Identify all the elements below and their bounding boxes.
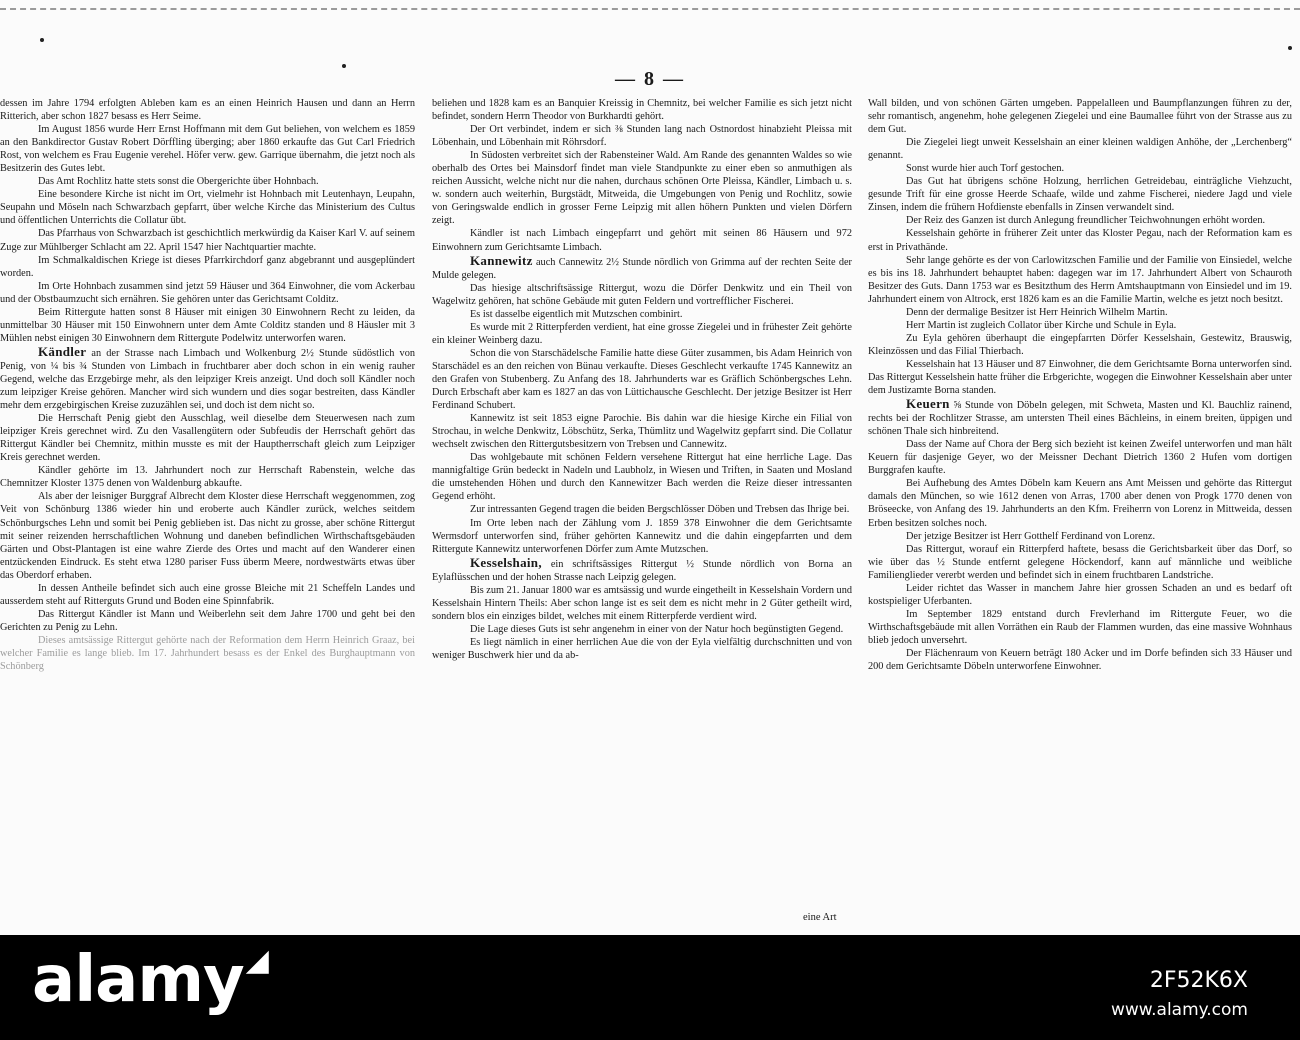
- paragraph-text: ⅝ Stunde von Döbeln gelegen, mit Schweta, Masten und Kl. Bauchliz rainend, rechts bei der Rochlitzer Strasse, am untersten Theil eines Bächleins, in einem breiten, üppigen und schönen Thale sich hinbreitend.: [868, 400, 1292, 438]
- paragraph: [0, 227, 415, 253]
- paragraph-text: Im August 1856 wurde Herr Ernst Hoffmann mit dem Gut beliehen, von welchem es 1859 an den Bankdirector Gustav Robert Dörffling überging; aber 1860 erkaufte das Gut Carl Friedrich Rost, von welchem es Frau Eugenie verehel. Höfer verw. gew. Garrique übernahm, die jetzt noch als Besitzerin des Gutes lebt.: [0, 124, 415, 175]
- paragraph: [0, 634, 415, 673]
- paragraph: [868, 543, 1292, 582]
- paragraph-text: Kändler ist nach Limbach eingepfarrt und gehört mit seinen 86 Häusern und 972 Einwohnern zum Gerichtsamte Limbach.: [432, 228, 852, 253]
- paragraph: [432, 636, 852, 662]
- triangle-icon: ◢: [245, 943, 268, 978]
- entry-heading: Kändler: [38, 343, 87, 359]
- paragraph: [868, 582, 1292, 608]
- paragraph: [0, 345, 415, 412]
- watermark-logo: [32, 943, 268, 1017]
- paragraph-text: Die Lage dieses Guts ist sehr angenehm in einer von der Natur hoch begünstigten Gegend.: [470, 623, 844, 635]
- top-rule: [0, 8, 1300, 10]
- paragraph-text: Das Rittergut Kändler ist Mann und Weiberlehn seit dem Jahre 1700 und geht bei den Gerichten zu Penig zu Lehn.: [0, 608, 415, 633]
- paragraph: [868, 254, 1292, 306]
- paragraph-text: Kesselshain hat 13 Häuser und 87 Einwohner, die dem Gerichtsamte Borna unterworfen sind. Das Rittergut Kesselshein hatte früher die Erbgerichte, wogegen die Einwohner Kesselshain aber unter dem Justizamte Borna standen.: [868, 358, 1292, 397]
- text-column-right: [868, 97, 1292, 927]
- paragraph-text: Im Orte leben nach der Zählung vom J. 1859 378 Einwohner die dem Gerichtsamte Wermsdorf unterworfen sind, früher gehörten Kannewitz und die dahin eingepfarrten und dem Rittergute Kannewitz unterworfenen Dörfer zum Amte Mutzschen.: [432, 517, 852, 555]
- paragraph-text: Sonst wurde hier auch Torf gestochen.: [906, 163, 1065, 175]
- paragraph: [868, 647, 1292, 673]
- text-column-left: [0, 97, 415, 895]
- ink-speck: [342, 64, 346, 68]
- paragraph-text: Sehr lange gehörte es der von Carlowitzschen Familie und der Familie von Einsiedel, welche es bis ins 18. Jahrhundert behauptet haben: dagegen war im 17. Jahrhundert Albert von Schauroth Besitzer des Guts. Dann 1753 war es Besitzthum des Herrn Amtshauptmann von Einsiedel und im 19. Jahrhundert einem von Altrock, erst 1826 kam es an die Familie Martin, welche es jetzt noch besitzt.: [868, 254, 1292, 305]
- paragraph: [868, 214, 1292, 227]
- paragraph-text: Der Reiz des Ganzen ist durch Anlegung freundlicher Teichwohnungen erhöht worden.: [906, 215, 1266, 227]
- paragraph: [432, 556, 852, 584]
- paragraph-text: Das Gut hat übrigens schöne Holzung, herrlichen Getreidebau, einträgliche Viehzucht, gesunde Trift für eine grosse Heerde Schaafe, wilde und zahme Fischerei, niedere Jagd und viele Zinsen, indem die frühern Hofdienste ebenfalls in Zinsen verwandelt sind.: [868, 176, 1292, 214]
- paragraph-text: Als aber der leisniger Burggraf Albrecht dem Kloster diese Herrschaft weggenommen, zog Veit von Schönburg 1386 wieder hin und eroberte auch Kändler zurück, welches seitdem Schönburgsches Lehn und somit bei Penig geblieben ist. Das nicht zu grosse, aber schöne Rittergut mit seiner reizenden herrschaftlichen Wohnung und daneben befindlichen Wirthschaftsgebäuden Gärten und Obst-Plantagen ist eine wahre Zierde des Ortes und macht auf den Wanderer einen entzückenden Eindruck. Es steht etwa 1280 pariser Fuss überm Meere, nordwestwärts etwas über das Oberdorf erhaben.: [0, 491, 415, 581]
- paragraph-text: auch Cannewitz 2½ Stunde nördlich von Grimma auf der rechten Seite der Mulde gelegen.: [432, 256, 852, 281]
- entry-heading: Kesselshain,: [470, 554, 542, 570]
- paragraph-text: Die Ziegelei liegt unweit Kesselshain an einer kleinen waldigen Anhöhe, der „Lerchenberg“ genannt.: [868, 137, 1292, 162]
- paragraph: [868, 227, 1292, 253]
- paragraph: [868, 397, 1292, 438]
- paragraph-text: Kändler gehörte im 13. Jahrhundert noch zur Herrschaft Rabenstein, welche das Chemnitzer Kloster 1375 denen von Waldenburg abkaufte.: [0, 465, 415, 490]
- paragraph-text: Bei Aufhebung des Amtes Döbeln kam Keuern ans Amt Meissen und gehörte das Rittergut damals den München, so wie 1612 denen von Arras, 1700 aber denen von Progk 1770 denen von Bröseecke, von Anfang des 19. Jahrhunderts an den Kfm. Freiherrn von Lorenz in Mittweida, dessen Erben besitzen solches noch.: [868, 478, 1292, 529]
- paragraph-text: Es liegt nämlich in einer herrlichen Aue die von der Eyla vielfältig durchschnitten und von weniger Buschwerk hier und da ab-: [432, 636, 852, 661]
- paragraph: [432, 584, 852, 623]
- paragraph: [0, 464, 415, 490]
- paragraph-text: Leider richtet das Wasser in manchem Jahre hier grossen Schaden an und es bedarf oft kostspieliger Uferbanten.: [868, 582, 1292, 607]
- paragraph: [432, 517, 852, 556]
- paragraph: [0, 254, 415, 280]
- paragraph: [868, 175, 1292, 214]
- paragraph: [432, 503, 852, 516]
- paragraph-text: Zur intressanten Gegend tragen die beiden Bergschlösser Döben und Trebsen das Ihrige bei.: [470, 504, 850, 516]
- paragraph-text: Kesselshain gehörte in früherer Zeit unter das Kloster Pegau, nach der Reformation kam es erst in Privathände.: [868, 228, 1292, 253]
- paragraph: [868, 97, 1292, 136]
- catchword: eine Art: [803, 912, 837, 923]
- paragraph-text: Es wurde mit 2 Ritterpferden verdient, hat eine grosse Ziegelei und in frühester Zeit gehörte ein kleiner Weinberg dazu.: [432, 321, 852, 346]
- paragraph: [0, 412, 415, 464]
- paragraph: [868, 332, 1292, 358]
- ink-speck: [40, 38, 44, 42]
- paragraph-text: Der Ort verbindet, indem er sich ⅜ Stunden lang nach Ostnordost hinabzieht Pleissa mit Löbenhain, und Löbenhain mit Röhrsdorf.: [432, 124, 852, 149]
- paragraph-text: Der Flächenraum von Keuern beträgt 180 Acker und im Dorfe befinden sich 33 Häuser und 200 dem Gerichtsamte Döbeln unterworfene Einwohner.: [868, 647, 1292, 673]
- paragraph: [0, 188, 415, 227]
- paragraph-text: Das Pfarrhaus von Schwarzbach ist geschichtlich merkwürdig da Kaiser Karl V. auf seinem Zuge zur Mühlberger Schlacht am 22. April 1547 hier Nachtquartier machte.: [0, 228, 415, 253]
- paragraph-text: In Südosten verbreitet sich der Rabensteiner Wald. Am Rande des genannten Waldes so wie oberhalb des Ortes bei Mainsdorf findet man viele Standpunkte zu einer eben so anmuthigen als reichen Aussicht, welche nicht nur die nahen, durchaus schönen Orte Pleissa, Kändler, Limbach u. s. w. sondern auch weiterhin, Burgstädt, Mitweida, die Umgebungen von Penig und Rochlitz, sowie von Geringswalde endlich in grosser Ferne Leipzig mit allen höhern Punkten und vielen Dörfern zeigt.: [432, 150, 852, 227]
- paragraph-text: an der Strasse nach Limbach und Wolkenburg 2½ Stunde südöstlich von Penig, von ¼ bis ¾ Stunden von Limbach in fruchtbarer aber doch schon in ein wenig rauher Gegend, welche das Erzgebirge mehr, als den leipziger Kreis anzeigt. Und doch soll Kändler noch zum leipziger Kreise gehören. Mancher wird sich wundern und dies sogar bestreiten, dass Kändler mehr dem erzgebirgischen Kreise zuzuzählen sei, und doch ist dem nicht so.: [0, 347, 415, 412]
- paragraph: [432, 308, 852, 321]
- paragraph-text: Das wohlgebaute mit schönen Feldern versehene Rittergut hat eine herrliche Lage. Das mannigfaltige Grün bedeckt in Nadeln und Laubholz, in Wiesen und Triften, in Saaten und Mosland die umstehenden Höhen und durch den Kannewitzer Bach werden die Reize dieser intressanten Gegend erhöht.: [432, 452, 852, 503]
- paragraph: [0, 175, 415, 188]
- paragraph: [432, 347, 852, 412]
- paragraph-text: Im September 1829 entstand durch Frevlerhand im Rittergute Feuer, wo die Wirthschaftsgebäude mit allen Vorräthen ein Raub der Flammen wurden, das eine massive Wohnhaus blieb jedoch unversehrt.: [868, 608, 1292, 646]
- text-column-middle: [432, 97, 852, 897]
- paragraph: [868, 530, 1292, 543]
- page-number: — 8 —: [615, 68, 685, 90]
- paragraph-text: Das hiesige altschriftsässige Rittergut, wozu die Dörfer Denkwitz und ein Theil von Wagelwitz gehören, hat schöne Gebäude mit guten Feldern und vortrefflicher Fischerei.: [432, 282, 852, 307]
- paragraph-text: Denn der dermalige Besitzer ist Herr Heinrich Wilhelm Martin.: [906, 306, 1168, 318]
- paragraph-text: ein schriftsässiges Rittergut ½ Stunde nördlich von Borna an Eylaflüsschen und der hohen Strasse nach Leipzig gelegen.: [432, 558, 852, 583]
- paragraph-text: Es ist dasselbe eigentlich mit Mutzschen combinirt.: [470, 308, 683, 320]
- paragraph-text: In dessen Antheile befindet sich auch eine grosse Bleiche mit 21 Scheffeln Landes und ausserdem steht auf Ritterguts Grund und Boden eine Spinnfabrik.: [0, 582, 415, 607]
- watermark-url: www.alamy.com: [1110, 1000, 1248, 1020]
- paragraph: [432, 227, 852, 253]
- paragraph-text: Der jetzige Besitzer ist Herr Gotthelf Ferdinand von Lorenz.: [906, 530, 1156, 542]
- paragraph: [868, 162, 1292, 175]
- paragraph-text: beliehen und 1828 kam es an Banquier Kreissig in Chemnitz, bei welcher Familie es sich jetzt nicht befindet, sondern Herrn Theodor von Burkhardti gehört.: [432, 98, 852, 123]
- paragraph-text: Das Rittergut, worauf ein Ritterpferd haftete, besass die Gerichtsbarkeit über das Dorf, so wie über das ½ Stunde entfernt gelegene Höckendorf, kann auf männliche und weibliche Familienglieder vererbt werden und befindet sich in einem fruchtbaren Landstriche.: [868, 543, 1292, 581]
- paragraph: [432, 451, 852, 503]
- paragraph: [0, 306, 415, 345]
- paragraph-text: Schon die von Starschädelsche Familie hatte diese Güter zusammen, bis Adam Heinrich von Starschädel es an den reichen von Bünau verkaufte. Dieses Geschlecht verkaufte 1745 Kannewitz an den Grafen von Stubenberg. Zu Anfang des 18. Jahrhunderts war es Gräflich Schönbergsches Lehn. Durch Erbschaft aber kam es 1827 an das von Lüttichausche Geschlecht. Der jetzige Besitzer ist Herr Ferdinand Schubert.: [432, 347, 852, 412]
- paragraph: [868, 306, 1292, 319]
- paragraph-text: Beim Rittergute hatten sonst 8 Häuser mit einigen 30 Einwohnern Recht zu leiden, da unmittelbar 30 Häuser mit 150 Einwohnern unter dem Amte Colditz standen und 8 Häusler mit 3 Mühlen nebst einigen 30 Einwohnern dem Rittergute Podelwitz unterworfen waren.: [0, 306, 415, 344]
- paragraph: [0, 97, 415, 123]
- paragraph: [432, 97, 852, 123]
- paragraph: [432, 123, 852, 149]
- watermark-image-id: 2F52K6X: [1149, 968, 1248, 993]
- paragraph-text: Im Schmalkaldischen Kriege ist dieses Pfarrkirchdorf ganz abgebrannt und ausgeplündert worden.: [0, 254, 415, 279]
- paragraph-text: Zu Eyla gehören überhaupt die eingepfarrten Dörfer Kesselshain, Gestewitz, Brauswig, Kleinzössen und das Filial Thierbach.: [868, 332, 1292, 357]
- paragraph: [0, 582, 415, 608]
- paragraph-text: dessen im Jahre 1794 erfolgten Ableben kam es an einen Heinrich Hausen und dann an Herrn Ritterich, aber schon 1827 besass es Herr Seime.: [0, 98, 415, 123]
- paragraph-text: Das Amt Rochlitz hatte stets sonst die Obergerichte über Hohnbach.: [38, 176, 319, 188]
- paragraph: [868, 477, 1292, 529]
- paragraph: [0, 123, 415, 175]
- paragraph: [432, 149, 852, 227]
- paragraph-text: Im Orte Hohnbach zusammen sind jetzt 59 Häuser und 364 Einwohner, die vom Ackerbau und der Obstbaumzucht sich ernähren. Sie gehören unter das Gerichtsamt Colditz.: [0, 280, 415, 305]
- entry-heading: Keuern: [906, 396, 950, 412]
- paragraph: [432, 623, 852, 636]
- paragraph-text: Wall bilden, und von schönen Gärten umgeben. Pappelalleen und Baumpflanzungen führen zu der, sehr romantisch, angenehm, hohe gelegenen Ziegelei und eine Baumallee führt von der Strasse aus zu dem Gut.: [868, 98, 1292, 136]
- paragraph-text: Bis zum 21. Januar 1800 war es amtsässig und wurde eingetheilt in Kesselshain Vordern und Kesselshain Hintern Theils: Aber schon lange ist es seit dem es nicht mehr in 2 Güter getheilt wird, sondern blos ein einziges bildet, welches mit einem Ritterpferde verdient wird.: [432, 584, 852, 622]
- ink-speck: [1288, 46, 1292, 50]
- paragraph-text: Eine besondere Kirche ist nicht im Ort, vielmehr ist Hohnbach mit Leutenhayn, Leupahn, Seupahn und Möseln nach Schwarzbach gepfarrt, über welche Kirche das Ministerium des Cultus und öffentlichen Unterrichts die Collatur übt.: [0, 189, 415, 227]
- paragraph: [0, 490, 415, 581]
- paragraph: [432, 321, 852, 347]
- paragraph-text: Herr Martin ist zugleich Collator über Kirche und Schule in Eyla.: [906, 319, 1177, 331]
- paragraph: [432, 412, 852, 451]
- paragraph: [432, 282, 852, 308]
- paragraph: [868, 136, 1292, 162]
- paragraph: [868, 358, 1292, 397]
- paragraph-text: Kannewitz ist seit 1853 eigne Parochie. Bis dahin war die hiesige Kirche ein Filial von Strochau, in welche Denkwitz, Löbschütz, Serka, Thümlitz und Wagelwitz gepfarrt sind. Die Collatur wechselt zwischen den Rittergutsbesitzern von Trebsen und Cannewitz.: [432, 413, 852, 451]
- entry-heading: Kannewitz: [470, 252, 533, 268]
- paragraph: [0, 280, 415, 306]
- paragraph: [868, 608, 1292, 647]
- watermark-logo-text: alamy: [32, 943, 244, 1017]
- paragraph-text: Dass der Name auf Chora der Berg sich bezieht ist keinen Zweifel unterworfen und man hält Keuern für dasjenige Geyer, wo der Meissner Dechant Dietrich 1360 2 Hufen vom dortigen Burggrafen kaufte.: [868, 439, 1292, 477]
- paragraph: [432, 254, 852, 282]
- paragraph-text: Dieses amtsässige Rittergut gehörte nach der Reformation dem Herrn Heinrich Graaz, bei welcher Familie es lange blieb. Im 17. Jahrhundert besass es der Enkel des Burghauptmann von Schönberg: [0, 634, 415, 673]
- paragraph-text: Die Herrschaft Penig giebt den Ausschlag, weil dieselbe dem Steuerwesen nach zum leipziger Kreis gerechnet wird. Zu den Vasallengütern oder Subfeudis der Herrschaft gehört das Rittergut Kändler bei Chemnitz, mithin musste es mit der Hauptherrschaft gleich zum Leipziger Kreis gerechnet werden.: [0, 413, 415, 464]
- paragraph: [868, 438, 1292, 477]
- paragraph: [868, 319, 1292, 332]
- paragraph: [0, 608, 415, 634]
